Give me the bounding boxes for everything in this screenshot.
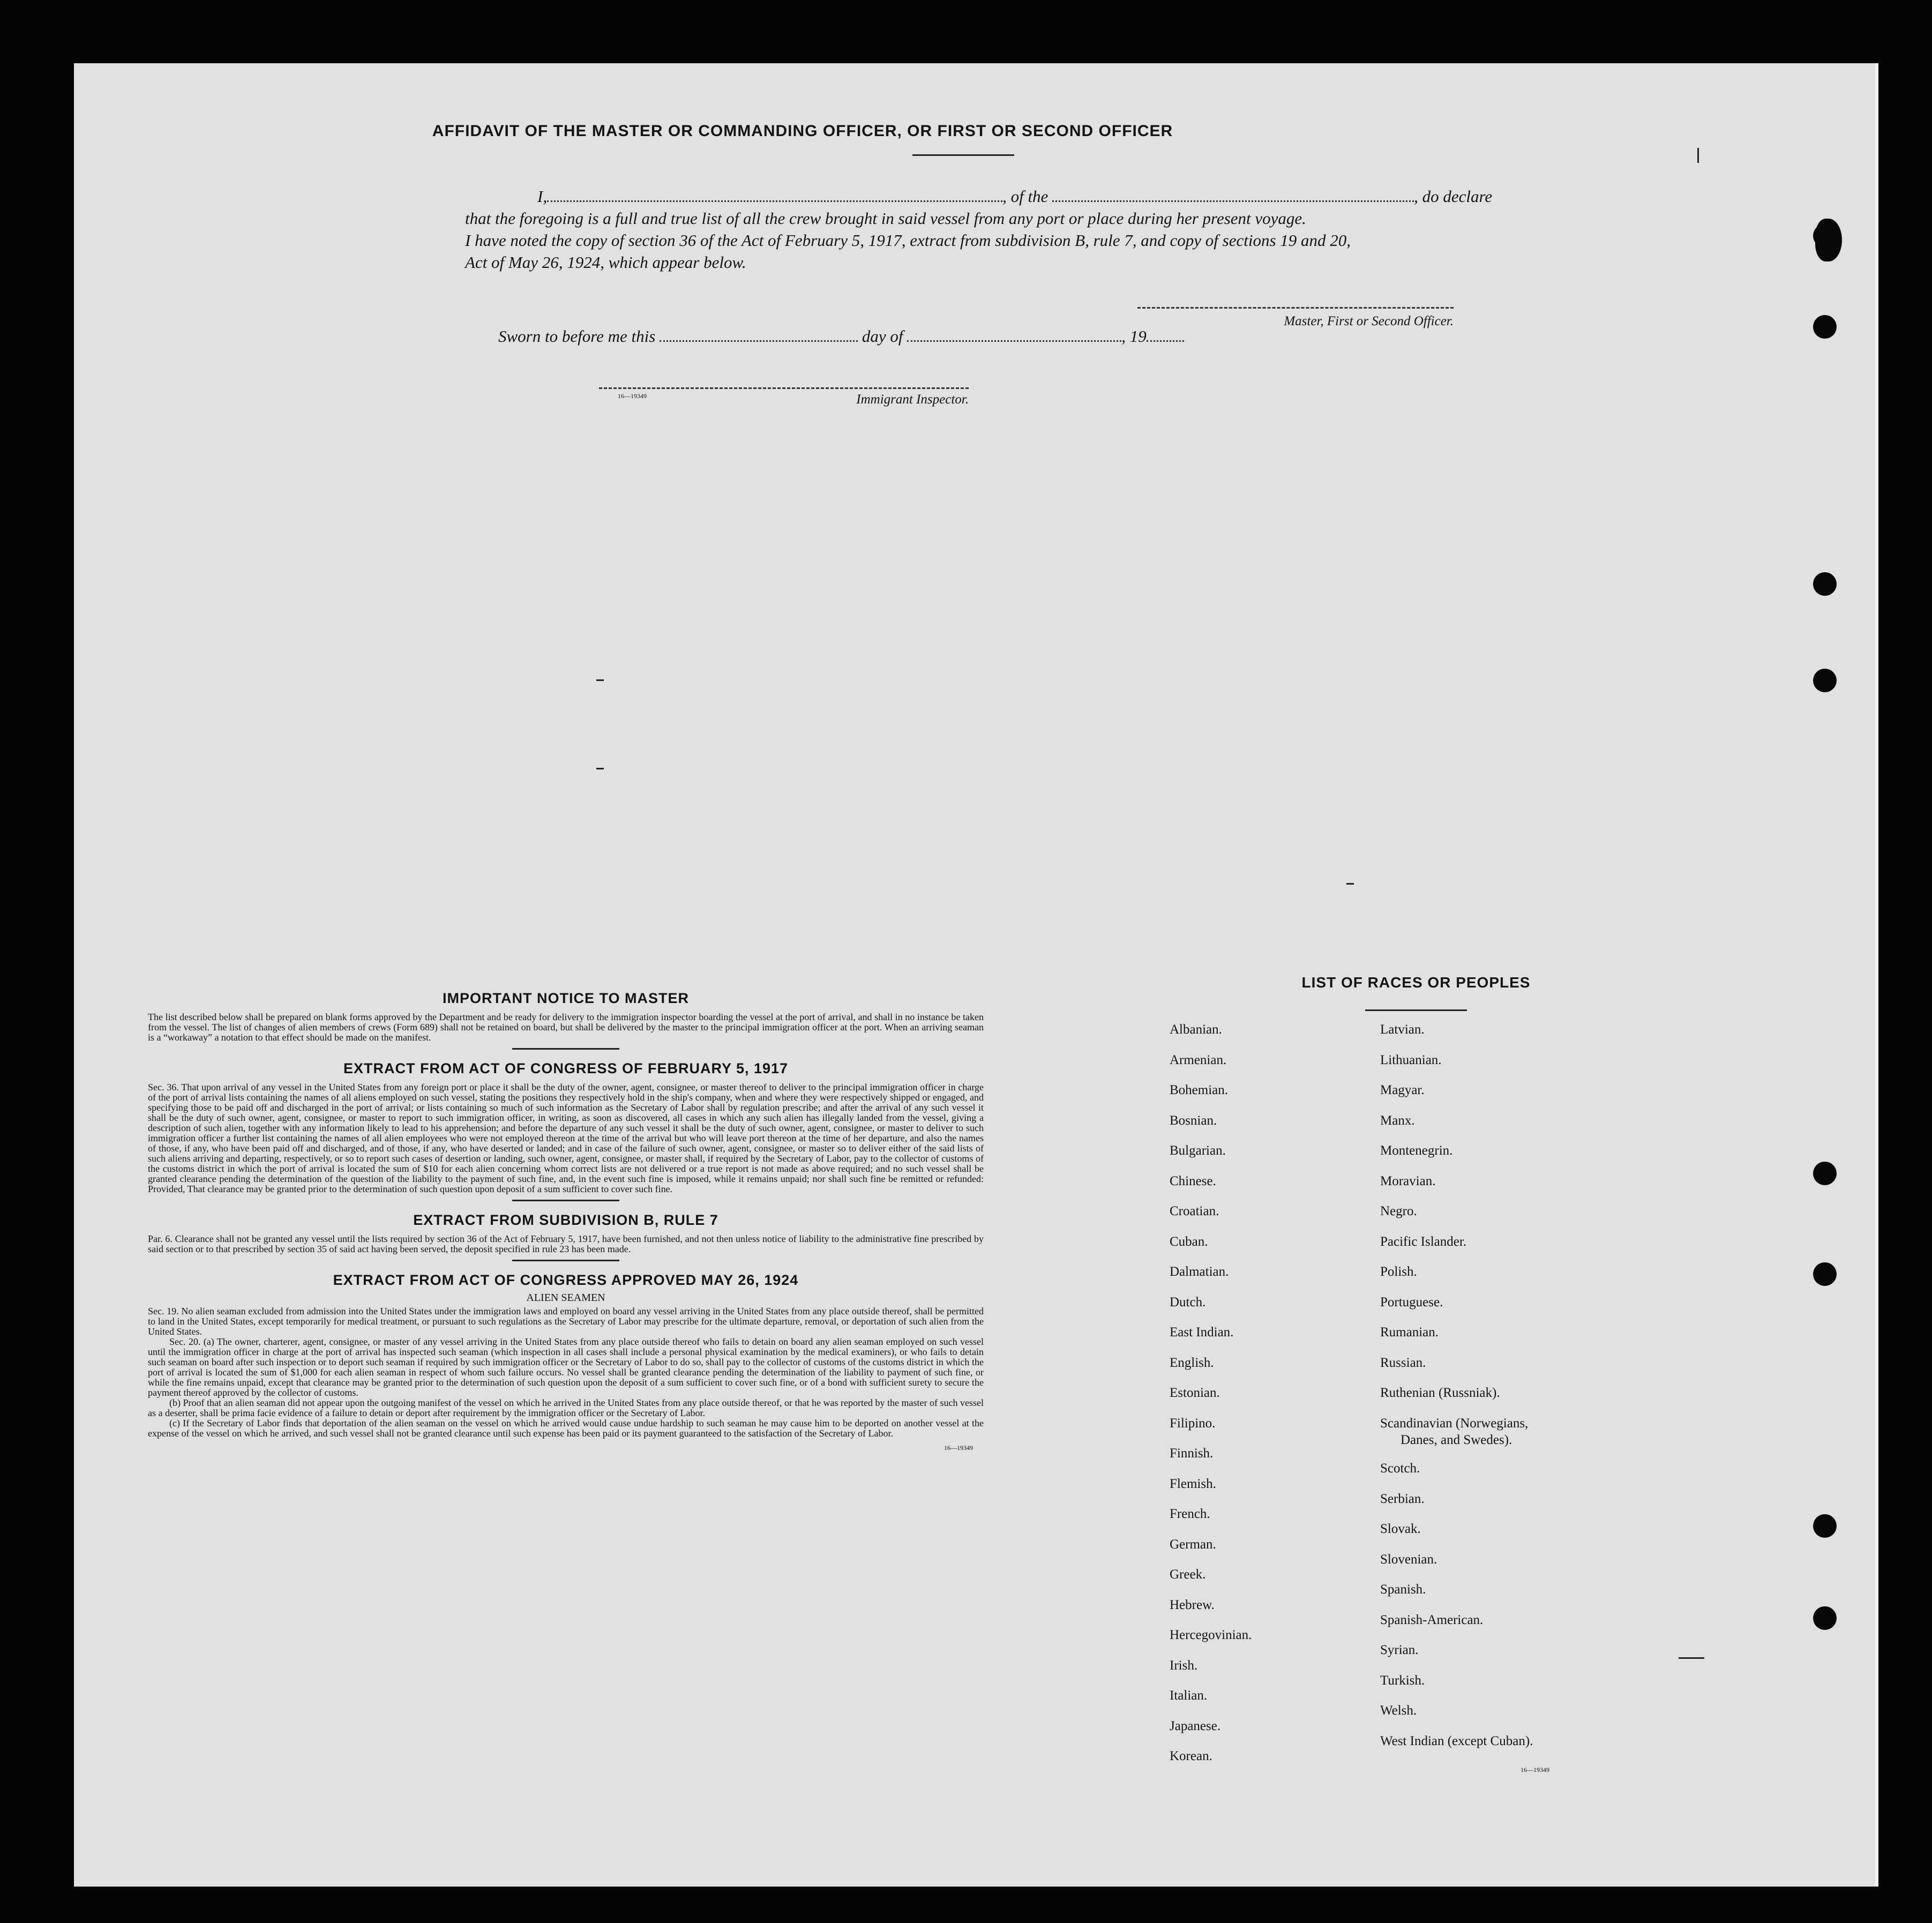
- master-signature: [1116, 307, 1454, 329]
- race-entry: Serbian.: [1380, 1491, 1425, 1506]
- inspector-signature: [599, 387, 969, 407]
- extract-1917-text: Sec. 36. That upon arrival of any vessel in the United States from any foreign port or place it shall be the duty of the owner, agent, consignee, or master thereof to deliver to the principal immigration officer in charge of the port of arrival lists containing the names of all aliens employed on such vessel, stating the positions they respectively hold in the ship's company, when and where they were respectively shipped or engaged, and specifying those to be paid off and discharged in the port of arrival; or lists containing so much of such information as the Secretary of Labor shall by regulation prescribe; and after the arrival of any such vessel it shall be the duty of such owner, agent, consignee, or master to report to such immigration officer, in writing, as soon as discovered, all cases in which any such alien has illegally landed from the vessel, giving a description of such alien, together with any information likely to lead to his apprehension; and before the departure of any such vessel it shall be the duty of such owner, agent, consignee, or master to deliver to such immigration officer a further list containing the names of all alien employees who were not employed thereon at the time of the arrival but who will leave port thereon at the time of her departure, and also the names of those, if any, who have been paid off and discharged, and of those, if any, who have deserted or landed; and in case of the failure of such owner, agent, consignee, or master so to deliver either of the said lists of such aliens arriving and departing, respectively, or so to report such cases of desertion or landing, such owner, agent, consignee, or master shall, if required by the Secretary of Labor, pay to the collector of customs of the customs district in which the port of arrival is located the sum of $10 for each alien concerning whom correct lists are not delivered or a true report is not made as above required; and no such vessel shall be granted clearance pending the determination of the question of the liability to the payment of such fine, and, in the event such fine is imposed, while it remains unpaid; nor shall such fine be remitted or refunded: Provided, That clearance may be granted prior to the determination of such question upon deposit of a sum sufficient to cover such fine.: [148, 1082, 984, 1194]
- race-entry: Spanish-American.: [1380, 1612, 1484, 1627]
- race-entry: Italian.: [1170, 1688, 1208, 1703]
- notice-text: The list described below shall be prepared on blank forms approved by the Department and be ready for delivery to the immigration inspector boarding the vessel at the port of arrival, and shall in no instance be taken from the vessel. The list of changes of alien members of crews (Form 689) shall not be retained on board, but shall be delivered by the master to the principal immigration officer at the port. When an arriving seaman is a “workaway” a notation to that effect should be made on the manifest.: [148, 1012, 984, 1043]
- race-entry: Moravian.: [1380, 1173, 1436, 1188]
- race-entry: Spanish.: [1380, 1582, 1426, 1597]
- race-entry: Armenian.: [1170, 1052, 1227, 1067]
- extract-form-code: 16—19349: [944, 1444, 973, 1451]
- inspector-label: Immigrant Inspector.: [856, 392, 969, 407]
- notice-title: IMPORTANT NOTICE TO MASTER: [443, 990, 689, 1006]
- race-entry: Croatian.: [1170, 1204, 1219, 1218]
- race-entry: Irish.: [1170, 1658, 1198, 1673]
- race-entry: English.: [1170, 1355, 1214, 1370]
- race-entry: Cuban.: [1170, 1234, 1208, 1249]
- sworn-month-blank[interactable]: [907, 340, 1121, 342]
- race-entry: Estonian.: [1170, 1386, 1220, 1400]
- title-underline: [912, 154, 1014, 156]
- stray-mark: [596, 679, 604, 681]
- race-entry: Latvian.: [1380, 1022, 1425, 1037]
- extract-1924-title: EXTRACT FROM ACT OF CONGRESS APPROVED MAY 26, 1924: [333, 1272, 799, 1288]
- race-entry: Finnish.: [1170, 1446, 1214, 1461]
- race-entry: Russian.: [1380, 1355, 1426, 1370]
- affidavit-form-code: 16—19349: [618, 392, 647, 400]
- race-entry: Slovenian.: [1380, 1552, 1437, 1567]
- race-entry: Portuguese.: [1380, 1295, 1443, 1310]
- races-form-code: 16—19349: [1521, 1766, 1549, 1774]
- race-entry: German.: [1170, 1537, 1216, 1552]
- affidavit-body: [465, 185, 1542, 273]
- separator: [512, 1260, 619, 1261]
- sec20a-text: Sec. 20. (a) The owner, charterer, agent, consignee, or master of any vessel arriving in the United States from any place outside thereof who fails to detain on board any alien seaman employed on such vessel until the immigration officer in charge at the port of arrival has inspected such seaman (which inspection in all cases shall include a personal physical examination by the medical examiners), or who fails to detain such seaman on board after such inspection or to deport such seaman if required by such immigration officer or the Secretary of Labor to do so, shall pay to the collector of customs of the customs district in which the port of arrival is located the sum of $1,000 for each alien seaman in respect of whom such failure occurs. No vessel shall be granted clearance pending the determination of the liability to payment of such fine, or while the fine remains unpaid, except that clearance may be granted prior to the determination of such question upon the deposit of a sum sufficient to cover such fine, or of a bond with sufficient surety to secure the payment thereof approved by the collector of customs.: [148, 1336, 984, 1398]
- race-entry: Pacific Islander.: [1380, 1234, 1467, 1249]
- race-entry: Albanian.: [1170, 1022, 1222, 1037]
- race-entry: Scotch.: [1380, 1461, 1420, 1476]
- name-blank[interactable]: [547, 200, 1002, 202]
- race-entry: Dalmatian.: [1170, 1264, 1229, 1279]
- race-entry: Filipino.: [1170, 1416, 1216, 1431]
- sworn-prefix: Sworn to before me this: [498, 327, 656, 346]
- race-entry: Bulgarian.: [1170, 1143, 1226, 1158]
- race-entry: Turkish.: [1380, 1673, 1425, 1688]
- vessel-blank[interactable]: [1052, 200, 1414, 202]
- race-entry: Syrian.: [1380, 1643, 1419, 1657]
- stray-mark: [596, 768, 604, 769]
- race-entry: Chinese.: [1170, 1173, 1216, 1188]
- race-entry: West Indian (except Cuban).: [1380, 1733, 1533, 1748]
- separator: [512, 1048, 619, 1050]
- sec20c-text: (c) If the Secretary of Labor finds that deportation of the alien seaman on the vessel on which he arrived would cause undue hardship to such seaman he may cause him to be deported on another vessel at the expense of the vessel on which he arrived, and such vessel shall not be granted clearance until such expense has been paid or its payment guaranteed to the satisfaction of the Secretary of Labor.: [148, 1418, 984, 1439]
- affidavit-declare: , do declare: [1414, 187, 1493, 206]
- race-entry: Lithuanian.: [1380, 1052, 1442, 1067]
- race-entry: Hercegovinian.: [1170, 1628, 1252, 1642]
- punch-hole: [1813, 669, 1837, 692]
- race-entry: Manx.: [1380, 1113, 1415, 1128]
- stray-mark: [1697, 148, 1699, 163]
- race-entry: East Indian.: [1170, 1325, 1234, 1340]
- race-entry: Bohemian.: [1170, 1083, 1229, 1097]
- sec20b-text: (b) Proof that an alien seaman did not appear upon the outgoing manifest of the vessel on which he arrived in the United States from any place outside thereof, or that he was reported by the master of such vessel as a deserter, shall be prima facie evidence of a failure to detain or deport after requirement by the immigration officer or the Secretary of Labor.: [148, 1397, 984, 1418]
- race-entry: Slovak.: [1380, 1522, 1421, 1536]
- punch-hole: [1813, 315, 1837, 339]
- race-entry: Flemish.: [1170, 1476, 1216, 1491]
- master-signature-line[interactable]: [1137, 307, 1454, 309]
- sworn-day-blank[interactable]: [660, 340, 858, 342]
- race-entry: Ruthenian (Russniak).: [1380, 1386, 1500, 1400]
- race-entry: Hebrew.: [1170, 1597, 1215, 1612]
- races-title: LIST OF RACES OR PEOPLES: [1301, 974, 1531, 991]
- document-page: [74, 63, 1878, 1887]
- races-title-underline: [1365, 1009, 1467, 1011]
- race-entry: Polish.: [1380, 1264, 1417, 1279]
- punch-hole: [1813, 224, 1837, 248]
- race-entry: Montenegrin.: [1380, 1143, 1453, 1158]
- punch-hole: [1813, 1514, 1837, 1538]
- affidavit-of-the: , of the: [1002, 187, 1049, 206]
- sworn-year-blank[interactable]: [1147, 340, 1184, 342]
- race-entry: French.: [1170, 1507, 1210, 1521]
- punch-hole: [1813, 572, 1837, 596]
- stray-mark: [1346, 883, 1354, 885]
- separator: [512, 1200, 619, 1201]
- stray-mark: [1679, 1657, 1704, 1659]
- race-entry: Japanese.: [1170, 1718, 1221, 1733]
- inspector-signature-line[interactable]: [599, 387, 969, 389]
- race-entry: Scandinavian (Norwegians,: [1380, 1416, 1529, 1431]
- alien-seamen-subtitle: ALIEN SEAMEN: [526, 1292, 605, 1304]
- punch-hole: [1813, 1162, 1837, 1185]
- sworn-day-of: day of: [862, 327, 903, 346]
- affidavit-line-3: I have noted the copy of section 36 of the Act of February 5, 1917, extract from subdivision B, rule 7, and copy of sections 19 and 20,: [465, 231, 1351, 250]
- master-signature-label: Master, First or Second Officer.: [1284, 314, 1454, 328]
- extract-1917-title: EXTRACT FROM ACT OF CONGRESS OF FEBRUARY 5, 1917: [343, 1060, 789, 1076]
- race-entry: Danes, and Swedes).: [1401, 1432, 1512, 1447]
- affidavit-i: I,: [537, 187, 548, 206]
- race-entry: Korean.: [1170, 1749, 1212, 1763]
- sworn-statement: [498, 327, 1184, 346]
- notices-column: [148, 990, 984, 1452]
- punch-hole: [1813, 1606, 1837, 1630]
- affidavit-line-2: that the foregoing is a full and true list of all the crew brought in said vessel from any port or place during her present voyage.: [465, 209, 1306, 228]
- race-entry: Greek.: [1170, 1567, 1206, 1582]
- sec19-text: Sec. 19. No alien seaman excluded from admission into the United States under the immigration laws and employed on board any vessel arriving in the United States from any place outside thereof, shall be permitted to land in the United States, except temporarily for medical treatment, or pursuant to such regulations as the Secretary of Labor may prescribe for the ultimate departure, removal, or deportation of such alien from the United States.: [148, 1306, 984, 1337]
- race-entry: Negro.: [1380, 1204, 1417, 1218]
- race-entry: Welsh.: [1380, 1703, 1417, 1718]
- affidavit-line-4: Act of May 26, 1924, which appear below.: [465, 253, 746, 272]
- extract-rule7-title: EXTRACT FROM SUBDIVISION B, RULE 7: [413, 1212, 718, 1228]
- race-entry: Bosnian.: [1170, 1113, 1217, 1128]
- extract-rule7-text: Par. 6. Clearance shall not be granted any vessel until the lists required by section 36 of the Act of February 5, 1917, have been furnished, and not then unless notice of liability to the administrative fine prescribed by said section or to that prescribed by section 35 of said act having been served, the deposit specified in rule 23 has been made.: [148, 1233, 984, 1254]
- affidavit-title: AFFIDAVIT OF THE MASTER OR COMMANDING OFFICER, OR FIRST OR SECOND OFFICER: [432, 122, 1173, 140]
- punch-hole: [1813, 1262, 1837, 1286]
- race-entry: Dutch.: [1170, 1295, 1206, 1310]
- sworn-year: , 19: [1121, 327, 1147, 346]
- race-entry: Rumanian.: [1380, 1325, 1439, 1340]
- race-entry: Magyar.: [1380, 1083, 1425, 1097]
